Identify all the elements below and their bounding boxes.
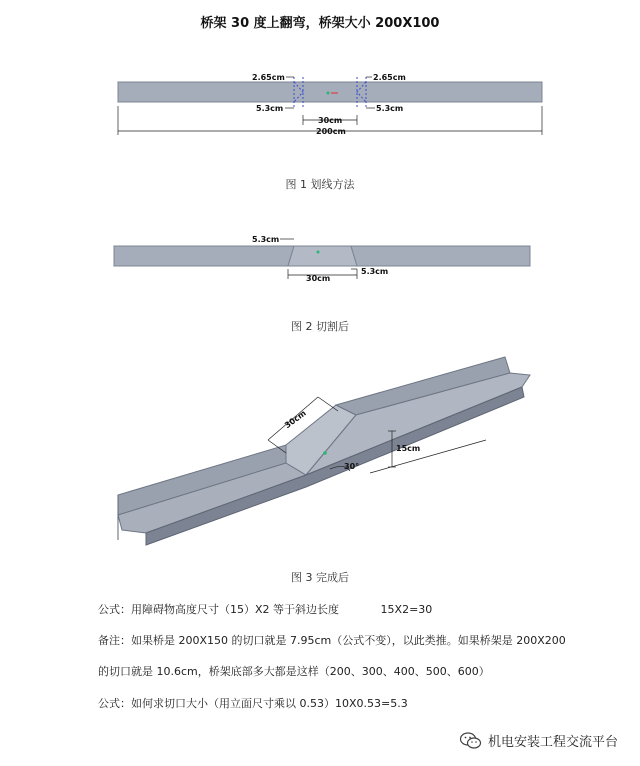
dim-bottom-right: 5.3cm <box>376 104 404 113</box>
figure1-caption: 图 1 划线方法 <box>285 178 355 191</box>
figure3-caption: 图 3 完成后 <box>291 571 349 584</box>
fig2-dim-middle: 30cm <box>306 274 331 283</box>
figure2-diagram <box>0 225 640 305</box>
fig2-dim-left: 5.3cm <box>252 235 280 244</box>
fig3-dim-angle: 30° <box>344 462 360 471</box>
note-line-2: 的切口就是 10.6cm，桥架底部多大都是这样（200、300、400、500、600） <box>98 665 490 678</box>
dim-middle: 30cm <box>318 116 343 125</box>
fig3-dim-height: 15cm <box>396 444 421 453</box>
tray-right-piece <box>351 246 530 266</box>
page-title: 桥架 30 度上翻弯，桥架大小 200X100 <box>200 16 440 31</box>
formula-line-2: 公式：如何求切口大小（用立面尺寸乘以 0.53）10X0.53=5.3 <box>98 697 408 710</box>
fig2-dim-right: 5.3cm <box>361 267 389 276</box>
dim-top-left: 2.65cm <box>252 73 285 82</box>
formula-1-result: 15X2=30 <box>380 603 433 616</box>
fig3-dim-slope: 30cm <box>282 408 308 431</box>
figure3-diagram <box>0 345 640 560</box>
tray-strip <box>118 82 542 102</box>
watermark <box>460 731 618 750</box>
dim-total: 200cm <box>316 127 346 136</box>
formula-1-text: 公式：用障碍物高度尺寸（15）X2 等于斜边长度 <box>98 603 340 616</box>
tray-left-piece <box>114 246 294 266</box>
wechat-icon <box>460 732 482 750</box>
dim-bottom-left: 5.3cm <box>256 104 284 113</box>
figure2-caption: 图 2 切割后 <box>291 320 349 333</box>
watermark-label: 机电安装工程交流平台 <box>487 735 618 750</box>
tray-middle-piece <box>288 246 357 266</box>
note-line-1: 备注：如果桥是 200X150 的切口就是 7.95cm（公式不变），以此类推。如果桥架是 200X200 <box>98 634 566 647</box>
dim-top-right: 2.65cm <box>373 73 406 82</box>
formula-line-1 <box>98 601 432 617</box>
